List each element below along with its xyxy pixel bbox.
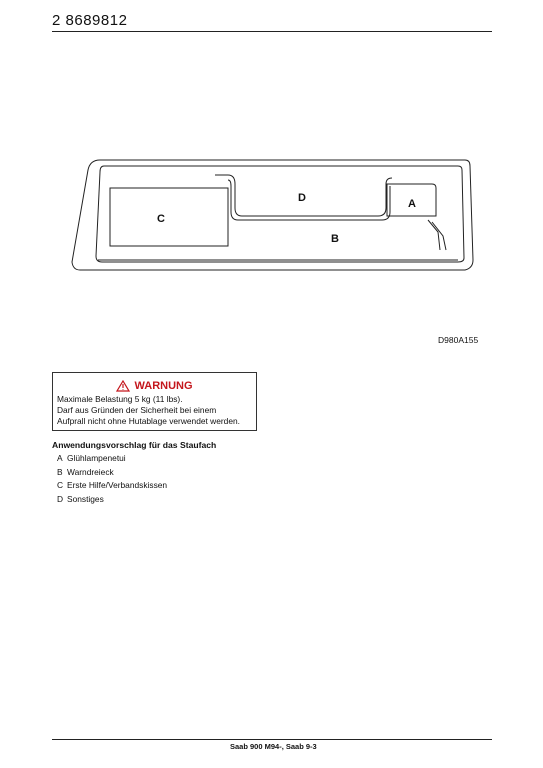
- usage-heading: Anwendungsvorschlag für das Staufach: [52, 440, 217, 450]
- list-item-letter: A: [57, 453, 63, 463]
- warning-box: [52, 372, 257, 431]
- footer-model: Saab 900 M94-, Saab 9-3: [230, 742, 317, 751]
- usage-list: [57, 452, 167, 506]
- list-item-text: Sonstiges: [67, 493, 104, 504]
- list-item: [57, 493, 167, 507]
- warning-triangle-icon: [116, 380, 130, 392]
- list-item-text: Erste Hilfe/Verbandskissen: [67, 480, 168, 490]
- list-item: [57, 479, 167, 493]
- edge-detail: [428, 220, 446, 250]
- warning-heading: [57, 378, 252, 394]
- label-a: A: [408, 198, 416, 210]
- list-item-letter: D: [57, 493, 64, 504]
- label-b: B: [331, 233, 339, 245]
- tray-inner-rim: [96, 166, 464, 262]
- document-number: 2 8689812: [52, 12, 128, 29]
- list-item-text: Glühlampenetui: [67, 453, 126, 463]
- list-item: [57, 452, 167, 466]
- warning-title: WARNUNG: [134, 380, 193, 392]
- divider-ridge-inner: [228, 180, 390, 220]
- header-rule: [52, 31, 492, 32]
- footer-rule: [52, 739, 492, 740]
- warning-line-shelf: Aufprall nicht ohne Hutablage verwendet werden.: [57, 416, 240, 426]
- warning-line-safety: Darf aus Gründen der Sicherheit bei einem: [57, 405, 217, 415]
- compartment-c-outline: [110, 188, 228, 246]
- tray-outline: [72, 160, 473, 270]
- list-item-text: Warndreieck: [67, 466, 114, 477]
- label-c: C: [157, 213, 165, 225]
- warning-line-load: Maximale Belastung 5 kg (11 lbs).: [57, 394, 183, 404]
- list-item-letter: C: [57, 480, 64, 490]
- figure-id: D980A155: [438, 335, 479, 345]
- list-item: [57, 466, 167, 480]
- list-item-letter: B: [57, 466, 63, 477]
- storage-compartment-diagram: [60, 150, 500, 280]
- label-d: D: [298, 192, 306, 204]
